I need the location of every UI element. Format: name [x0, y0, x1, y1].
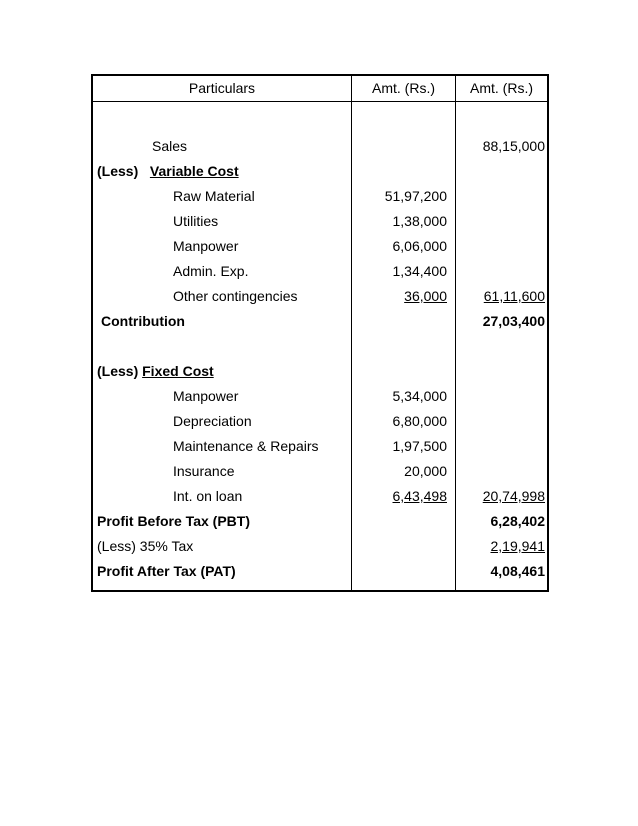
fixed-cost-total: 20,74,998 [482, 488, 545, 504]
header-amount-1: Amt. (Rs.) [372, 80, 435, 96]
pat-amount: 4,08,461 [490, 563, 545, 579]
fixed-cost-prefix: (Less) [97, 363, 139, 379]
variable-item-amount: 1,34,400 [392, 263, 447, 279]
pat-label: Profit After Tax (PAT) [97, 563, 236, 579]
variable-item-amount: 36,000 [404, 288, 447, 304]
variable-item-label: Other contingencies [173, 288, 298, 304]
variable-cost-total: 61,11,600 [483, 288, 545, 304]
header-divider [93, 101, 547, 102]
fixed-item-amount: 5,34,000 [392, 388, 447, 404]
fixed-item-label: Maintenance & Repairs [173, 438, 319, 454]
variable-item-label: Raw Material [173, 188, 255, 204]
sales-amount: 88,15,000 [482, 138, 545, 154]
variable-item-amount: 1,38,000 [392, 213, 447, 229]
sales-label: Sales [152, 138, 188, 154]
variable-cost-heading [97, 162, 239, 180]
contribution-amount: 27,03,400 [482, 313, 545, 329]
tax-amount: 2,19,941 [490, 538, 545, 554]
header-particulars: Particulars [188, 80, 256, 96]
fixed-cost-title: Fixed Cost [142, 363, 214, 379]
profit-statement-table [91, 74, 549, 592]
fixed-item-label: Depreciation [173, 413, 252, 429]
fixed-item-amount: 6,43,498 [392, 488, 447, 504]
pbt-amount: 6,28,402 [490, 513, 545, 529]
tax-label: (Less) 35% Tax [97, 538, 194, 554]
fixed-item-amount: 6,80,000 [392, 413, 447, 429]
fixed-item-label: Insurance [173, 463, 235, 479]
header-amount-2: Amt. (Rs.) [470, 80, 533, 96]
variable-item-amount: 6,06,000 [392, 238, 447, 254]
variable-item-label: Manpower [173, 238, 239, 254]
fixed-item-amount: 1,97,500 [392, 438, 447, 454]
column-divider [351, 76, 352, 590]
pbt-label: Profit Before Tax (PBT) [97, 513, 250, 529]
fixed-item-amount: 20,000 [404, 463, 447, 479]
variable-item-label: Utilities [173, 213, 219, 229]
fixed-cost-heading [97, 362, 214, 380]
variable-item-amount: 51,97,200 [384, 188, 447, 204]
variable-item-label: Admin. Exp. [173, 263, 249, 279]
variable-cost-prefix: (Less) [97, 163, 139, 179]
fixed-item-label: Int. on loan [173, 488, 243, 504]
fixed-item-label: Manpower [173, 388, 239, 404]
contribution-label: Contribution [101, 313, 185, 329]
variable-cost-title: Variable Cost [149, 163, 239, 179]
